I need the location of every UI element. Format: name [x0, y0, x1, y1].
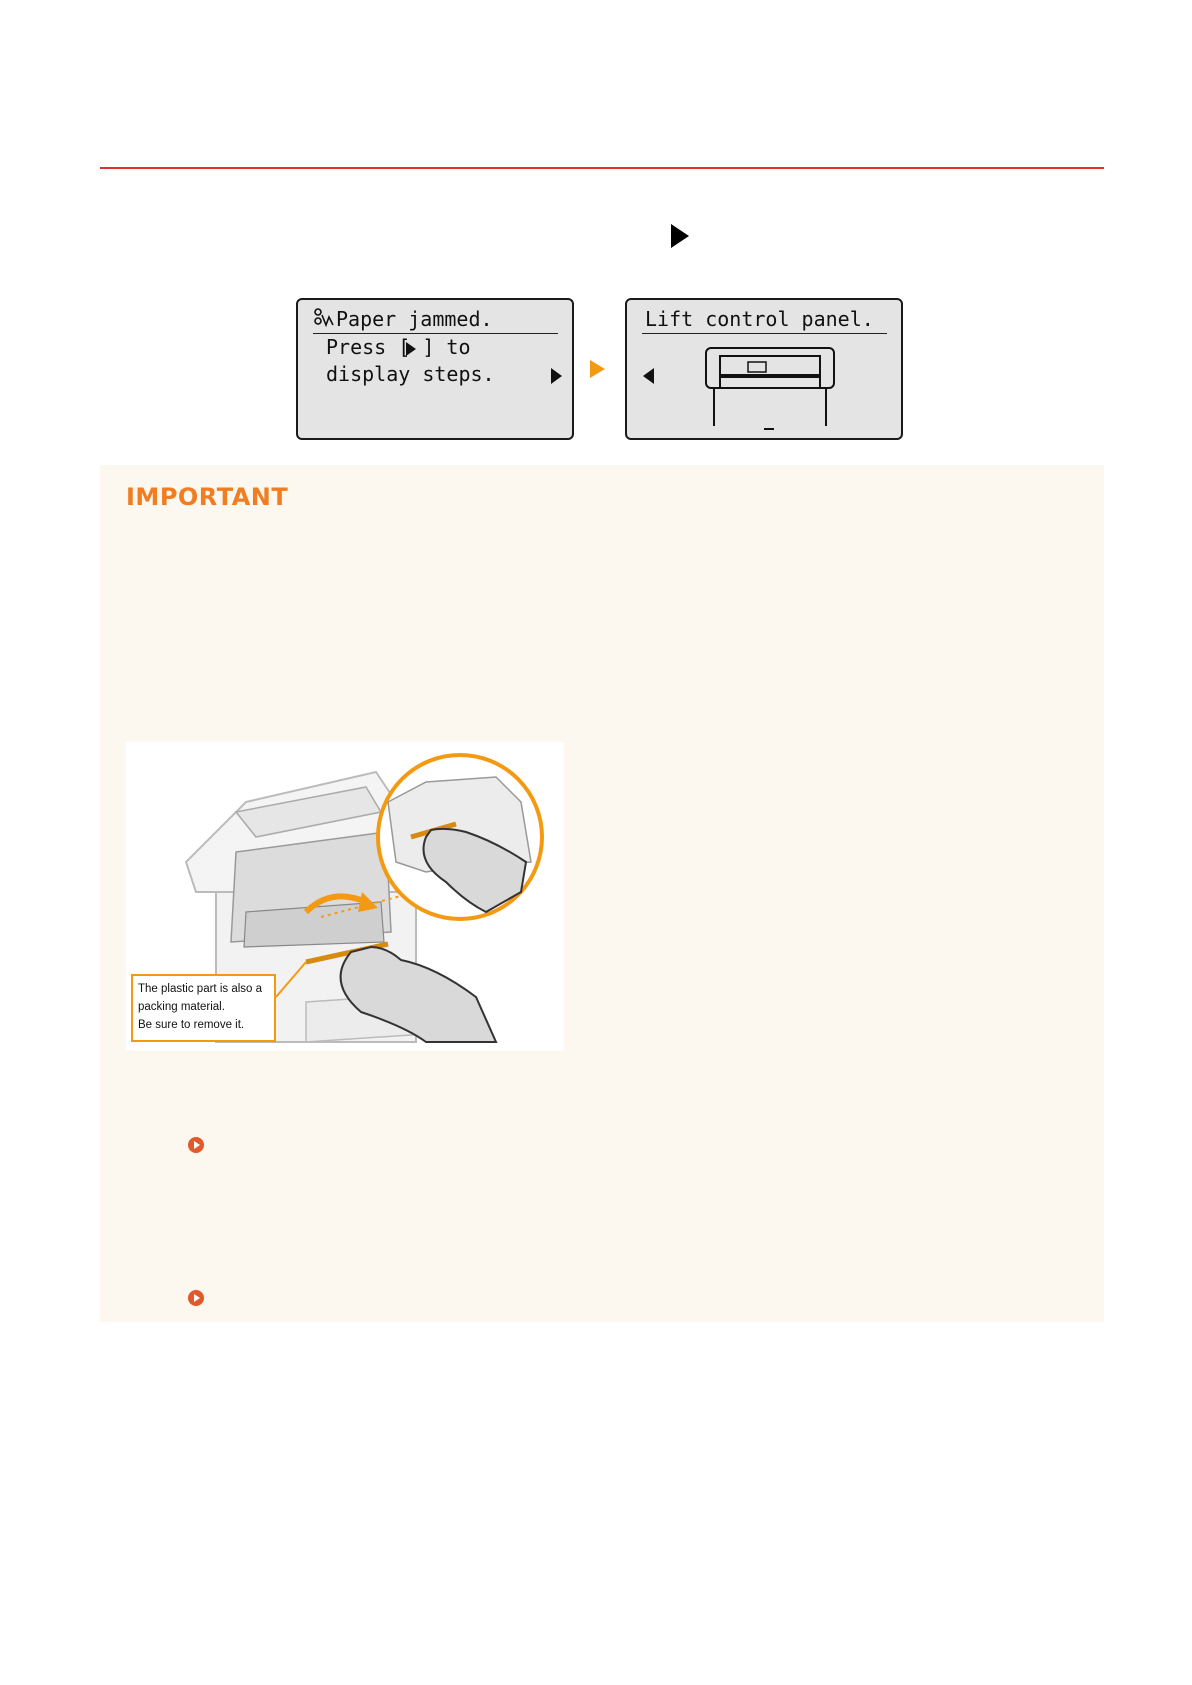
lcd-divider [642, 333, 887, 334]
section-divider [100, 167, 1104, 169]
caption-line: Be sure to remove it. [138, 1019, 245, 1031]
lcd-line-2: Press [ ] to [326, 335, 471, 359]
lcd-screen-lift-control-panel [625, 298, 903, 440]
illustration-caption [131, 974, 276, 1042]
packing-material-illustration [126, 742, 564, 1051]
next-arrow-icon [671, 224, 689, 248]
right-key-icon [406, 342, 416, 356]
lcd-line-1: Paper jammed. [336, 307, 493, 331]
link-bullet-icon[interactable] [188, 1137, 204, 1153]
link-bullet-icon[interactable] [188, 1290, 204, 1306]
important-notice [100, 465, 1104, 1322]
transition-arrow-icon [590, 360, 605, 378]
lcd-screen-paper-jammed [296, 298, 574, 440]
printer-icon [704, 346, 836, 434]
caption-line: The plastic part is also a [138, 983, 263, 995]
lcd-back-arrow-icon [643, 368, 654, 384]
caption-line: packing material. [138, 1001, 225, 1013]
important-title: IMPORTANT [126, 483, 289, 511]
lcd-next-arrow-icon [551, 368, 562, 384]
lcd-line-3: display steps. [326, 362, 495, 386]
paper-jam-icon [313, 307, 335, 329]
lcd-line-1: Lift control panel. [645, 307, 874, 331]
